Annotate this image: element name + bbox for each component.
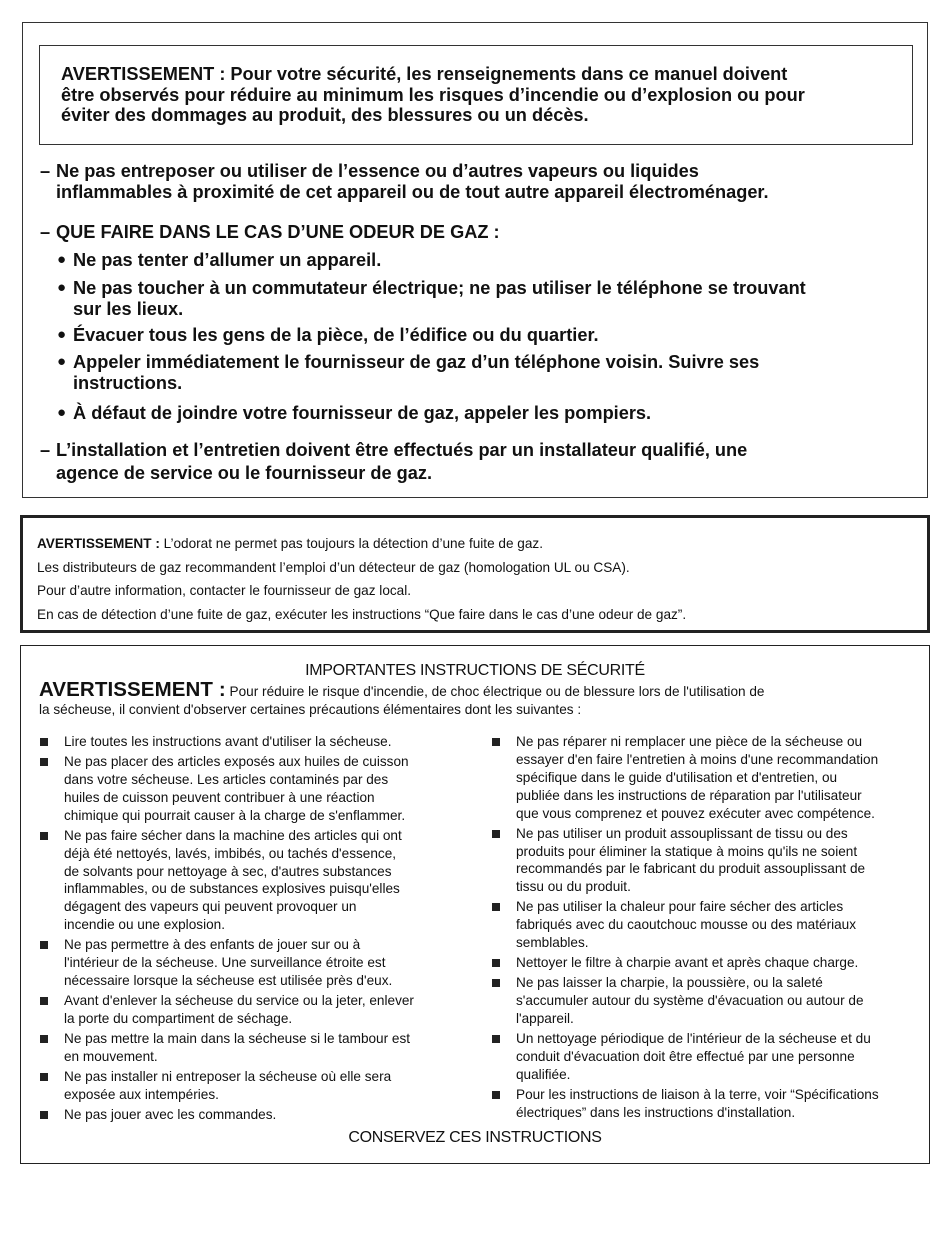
safety-item-line: Ne pas faire sécher dans la machine des articles qui ont	[64, 827, 402, 843]
safety-warning-text: Pour réduire le risque d'incendie, de choc électrique ou de blessure lors de l'utilisation de	[225, 684, 765, 699]
square-bullet-icon	[492, 903, 500, 911]
square-bullet-icon	[492, 1035, 500, 1043]
safety-item-line: Ne pas réparer ni remplacer une pièce de la sécheuse ou	[516, 734, 863, 749]
safety-list-item	[491, 898, 921, 952]
bullet-line: Ne pas tenter d’allumer un appareil.	[73, 250, 382, 270]
bullet-marker: ●	[57, 353, 67, 370]
safety-item-line: spécifique dans le guide d'utilisation et d'entretien, ou	[516, 769, 838, 785]
bullet-line: À défaut de joindre votre fournisseur de gaz, appeler les pompiers.	[73, 403, 652, 423]
safety-list-item	[491, 825, 921, 897]
safety-item-line: électriques” dans les instructions d'installation.	[516, 1104, 796, 1120]
bullet-marker: ●	[57, 404, 67, 421]
safety-item-line: Ne pas utiliser la chaleur pour faire sécher des articles	[516, 899, 844, 915]
warning-line: éviter des dommages au produit, des blessures ou un décès.	[61, 105, 589, 125]
square-bullet-icon	[40, 1035, 48, 1043]
square-bullet-icon	[40, 1111, 48, 1119]
safety-list-right	[491, 733, 921, 1124]
detector-line-text: L’odorat ne permet pas toujours la détection d’une fuite de gaz.	[159, 536, 544, 551]
safety-list-left	[39, 733, 479, 1126]
safety-item-line: Ne pas utiliser un produit assouplissant de tissu ou des	[516, 825, 848, 841]
square-bullet-icon	[492, 830, 500, 838]
safety-item-line: Ne pas mettre la main dans la sécheuse si le tambour est	[64, 1030, 411, 1046]
safety-item-line: fabriqués avec du caoutchouc mousse ou des matériaux	[516, 917, 857, 933]
square-bullet-icon	[40, 758, 48, 766]
item-line: inflammables à proximité de cet appareil ou de tout autre appareil électroménager.	[56, 182, 769, 202]
safety-item-line: tissu ou du produit.	[516, 879, 631, 895]
safety-warning-inner-box	[39, 45, 913, 145]
safety-list-item	[491, 1086, 921, 1122]
safety-list-item	[39, 992, 479, 1028]
square-bullet-icon	[40, 1073, 48, 1081]
safety-item-line: dégagent des vapeurs qui peuvent provoquer un	[64, 899, 357, 915]
bullet-marker: ●	[57, 251, 67, 268]
safety-item-line: Ne pas placer des articles exposés aux huiles de cuisson	[64, 754, 409, 769]
item-line: agence de service ou le fournisseur de gaz.	[56, 463, 433, 483]
safety-item-line: conduit d'évacuation doit être effectué par une personne	[516, 1048, 855, 1064]
save-instructions-footer: CONSERVEZ CES INSTRUCTIONS	[348, 1129, 602, 1146]
safety-item-line: essayer d'en faire l'entretien à moins d'une recommandation	[516, 751, 879, 767]
safety-item-line: Ne pas permettre à des enfants de jouer sur ou à	[64, 937, 361, 953]
safety-list-item	[39, 733, 479, 751]
safety-item-line: incendie ou une explosion.	[64, 917, 225, 933]
safety-item-line: exposée aux intempéries.	[64, 1086, 219, 1102]
gas-bullet-item	[57, 325, 907, 346]
safety-list-item	[39, 1106, 479, 1124]
bullet-marker: ●	[57, 326, 67, 343]
safety-item-line: Pour les instructions de liaison à la terre, voir “Spécifications	[516, 1086, 879, 1102]
safety-item-line: de solvants pour nettoyage à sec, d'autres substances	[64, 863, 392, 879]
safety-item-line: nécessaire lorsque la sécheuse est utilisée près d'eux.	[64, 973, 393, 989]
safety-item-line: Ne pas jouer avec les commandes.	[64, 1106, 277, 1122]
bullet-line: sur les lieux.	[73, 298, 184, 319]
gas-bullet-item	[57, 403, 907, 424]
safety-item-line: produits pour éliminer la statique à moins qu'ils ne soient	[516, 843, 858, 859]
safety-item-line: l'appareil.	[516, 1010, 574, 1026]
gas-bullet-item	[57, 352, 907, 393]
safety-item-line: semblables.	[516, 935, 589, 951]
item-line: L’installation et l’entretien doivent être effectués par un installateur qualifié, une	[56, 440, 748, 460]
detector-line	[37, 532, 927, 556]
safety-warning-paragraph	[39, 678, 919, 719]
square-bullet-icon	[492, 1091, 500, 1099]
square-bullet-icon	[492, 979, 500, 987]
safety-item-line: l'intérieur de la sécheuse. Une surveillance étroite est	[64, 955, 386, 971]
detector-warning-label: AVERTISSEMENT :	[37, 536, 160, 551]
safety-item-line: Un nettoyage périodique de l'intérieur de la sécheuse et du	[516, 1030, 871, 1046]
safety-item-line: chimique qui pourrait causer à la charge de s'enflammer.	[64, 807, 406, 823]
detector-line: Pour d’autre information, contacter le fournisseur de gaz local.	[37, 583, 412, 598]
bullet-line: Évacuer tous les gens de la pièce, de l’édifice ou du quartier.	[73, 325, 599, 345]
safety-item-line: Ne pas installer ni entreposer la sécheuse où elle sera	[64, 1068, 392, 1084]
qualified-installer-item	[40, 439, 910, 485]
warning-line: être observés pour réduire au minimum les risques d’incendie ou d’explosion ou pour	[61, 84, 805, 105]
gas-safety-box	[22, 22, 928, 498]
safety-list-item	[491, 733, 921, 823]
bullet-line: Ne pas toucher à un commutateur électrique; ne pas utiliser le téléphone se trouvant	[73, 278, 806, 298]
bullet-line: Appeler immédiatement le fournisseur de gaz d’un téléphone voisin. Suivre ses	[73, 352, 760, 372]
safety-warning-label: AVERTISSEMENT :	[39, 678, 226, 701]
safety-list-item	[39, 936, 479, 990]
no-flammable-storage-item	[40, 161, 910, 203]
gas-bullet-item	[57, 278, 907, 319]
safety-item-line: Avant d'enlever la sécheuse du service ou la jeter, enlever	[64, 993, 414, 1009]
safety-item-line: dans votre sécheuse. Les articles contaminés par des	[64, 771, 389, 787]
important-safety-box	[20, 645, 930, 1164]
safety-item-line: Ne pas laisser la charpie, la poussière, ou la saleté	[516, 975, 823, 991]
safety-item-line: publiée dans les instructions de réparation par l'utilisateur	[516, 787, 862, 803]
gas-bullet-item	[57, 250, 907, 271]
safety-list-item	[39, 827, 479, 934]
safety-list-item	[39, 1068, 479, 1104]
safety-list-item	[39, 1030, 479, 1066]
bullet-line: instructions.	[73, 372, 183, 393]
safety-item-line: qualifiée.	[516, 1066, 571, 1082]
dash-marker: –	[40, 222, 51, 242]
safety-item-line: s'accumuler autour du système d'évacuation ou autour de	[516, 993, 864, 1009]
safety-warning-text: la sécheuse, il convient d'observer certaines précautions élémentaires dont les suivantes :	[39, 702, 582, 717]
square-bullet-icon	[492, 959, 500, 967]
square-bullet-icon	[40, 832, 48, 840]
safety-item-line: recommandés par le fabricant du produit assouplissant de	[516, 861, 866, 877]
safety-list-item	[491, 954, 921, 972]
safety-item-line: huiles de cuisson peuvent contribuer à une réaction	[64, 789, 375, 805]
safety-item-line: Lire toutes les instructions avant d'utiliser la sécheuse.	[64, 734, 392, 749]
square-bullet-icon	[40, 738, 48, 746]
gas-odor-heading	[40, 222, 910, 243]
detector-line: Les distributeurs de gaz recommandent l’emploi d’un détecteur de gaz (homologation UL ou CSA).	[37, 559, 630, 575]
safety-list-item	[491, 974, 921, 1028]
safety-item-line: déjà été nettoyés, lavés, imbibés, ou tachés d'essence,	[64, 845, 397, 861]
square-bullet-icon	[492, 738, 500, 746]
safety-list-item	[491, 1030, 921, 1084]
item-line: Ne pas entreposer ou utiliser de l’essence ou d’autres vapeurs ou liquides	[56, 161, 699, 181]
safety-item-line: inflammables, ou de substances explosives puisqu'elles	[64, 881, 400, 897]
dash-marker: –	[40, 440, 51, 460]
safety-list-item	[39, 753, 479, 825]
heading-text: QUE FAIRE DANS LE CAS D’UNE ODEUR DE GAZ :	[56, 222, 500, 242]
square-bullet-icon	[40, 941, 48, 949]
gas-detector-box	[20, 515, 930, 633]
detector-line: En cas de détection d’une fuite de gaz, exécuter les instructions “Que faire dans le cas d’une odeur de gaz”.	[37, 606, 687, 622]
safety-item-line: en mouvement.	[64, 1048, 158, 1064]
safety-title: IMPORTANTES INSTRUCTIONS DE SÉCURITÉ	[305, 662, 645, 679]
dash-marker: –	[40, 161, 51, 181]
safety-item-line: la porte du compartiment de séchage.	[64, 1010, 293, 1026]
safety-item-line: Nettoyer le filtre à charpie avant et après chaque charge.	[516, 955, 859, 971]
safety-item-line: que vous comprenez et pouvez exécuter avec compétence.	[516, 805, 875, 821]
square-bullet-icon	[40, 997, 48, 1005]
bullet-marker: ●	[57, 279, 67, 296]
warning-line: AVERTISSEMENT : Pour votre sécurité, les renseignements dans ce manuel doivent	[61, 64, 788, 84]
